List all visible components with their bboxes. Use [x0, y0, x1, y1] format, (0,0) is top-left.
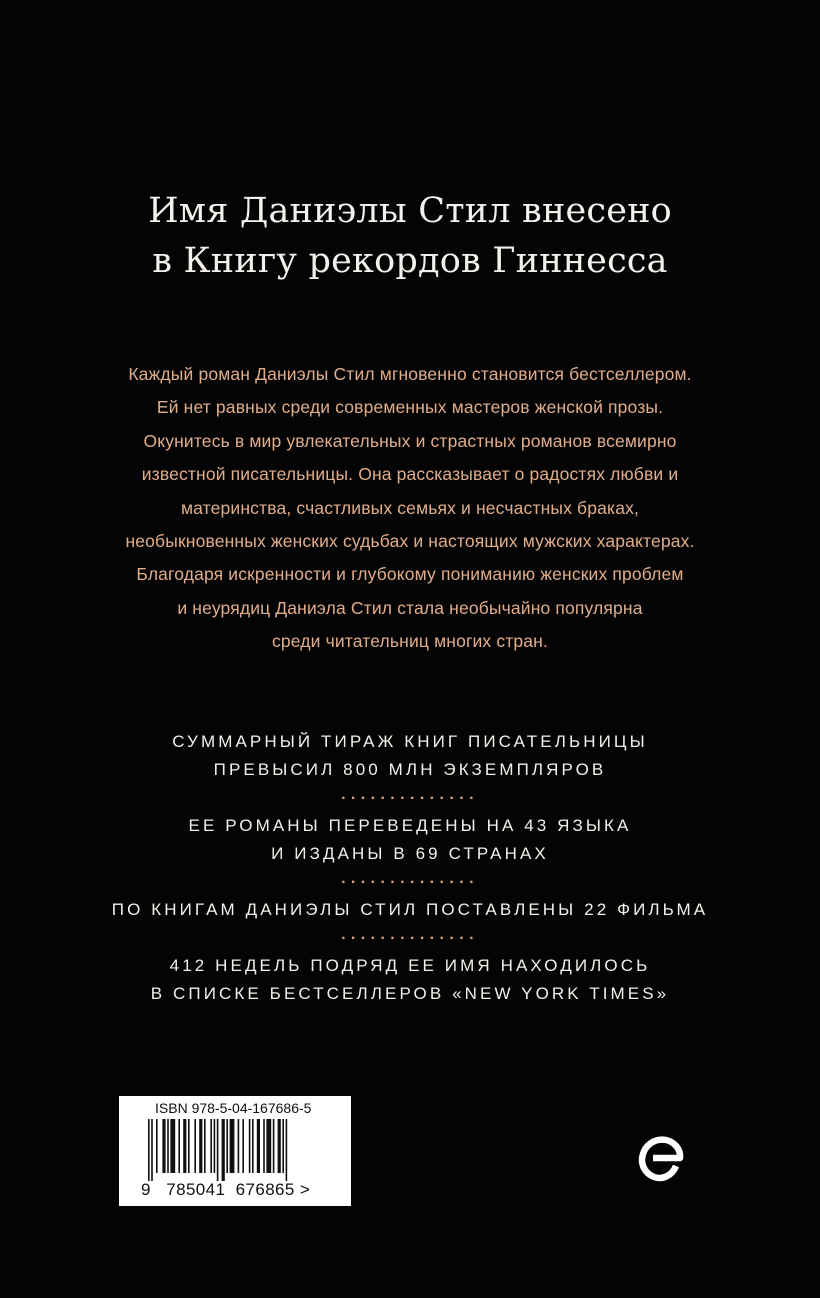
fact-line: ЕЕ РОМАНЫ ПЕРЕВЕДЕНЫ НА 43 ЯЗЫКА: [188, 816, 632, 835]
headline-line: в Книгу рекордов Гиннесса: [152, 241, 668, 281]
eksmo-logo-icon: [636, 1132, 686, 1184]
blurb-line: Каждый роман Даниэлы Стил мгновенно становится бестселлером.: [128, 364, 692, 384]
isbn-barcode: [119, 1096, 351, 1206]
barcode-bar: [204, 1119, 206, 1173]
fact-item: [0, 812, 820, 868]
barcode-bar: [263, 1119, 265, 1173]
fact-line: ПРЕВЫСИЛ 800 МЛН ЭКЗЕМПЛЯРОВ: [213, 760, 607, 779]
blurb-line: необыкновенных женских судьбах и настоящих мужских характерах.: [125, 531, 695, 552]
barcode-bar: [148, 1119, 150, 1181]
barcode-bar: [210, 1119, 212, 1173]
dotted-separator: ..............: [341, 926, 479, 943]
barcode-bar: [188, 1119, 190, 1173]
dotted-separator: ..............: [341, 786, 479, 803]
blurb-line: материнства, счастливых семьях и несчастных браках,: [181, 497, 639, 518]
barcode-bar: [273, 1119, 275, 1173]
ean-left-group: 785041: [166, 1180, 226, 1199]
barcode-bar: [282, 1119, 284, 1173]
barcode-bar: [151, 1119, 153, 1181]
isbn-number: ISBN 978-5-04-167686-5: [155, 1100, 312, 1116]
barcode-bar: [222, 1119, 225, 1181]
barcode-bar: [183, 1119, 186, 1173]
facts-list: [0, 728, 820, 1008]
barcode-bar: [214, 1119, 216, 1173]
barcode-bar: [238, 1119, 240, 1173]
barcode-bar: [226, 1119, 228, 1173]
fact-line: И ИЗДАНЫ В 69 СТРАНАХ: [271, 844, 549, 863]
ean-first-digit: 9: [141, 1180, 151, 1199]
fact-line: СУММАРНЫЙ ТИРАЖ КНИГ ПИСАТЕЛЬНИЦЫ: [172, 732, 648, 751]
barcode-bar: [252, 1119, 254, 1173]
blurb-line: среди читательниц многих стран.: [272, 631, 548, 652]
fact-line: 412 НЕДЕЛЬ ПОДРЯД ЕЕ ИМЯ НАХОДИЛОСЬ: [169, 956, 651, 975]
blurb-line: Окунитесь в мир увлекательных и страстных романов всемирно: [143, 430, 677, 451]
barcode-bar: [286, 1119, 288, 1181]
blurb-line: известной писательницы. Она рассказывает о радостях любви и: [141, 464, 679, 485]
fact-line: ПО КНИГАМ ДАНИЭЛЫ СТИЛ ПОСТАВЛЕНЫ 22 ФИЛЬМА: [111, 900, 709, 919]
barcode-bar: [242, 1119, 244, 1173]
barcode-bar: [178, 1119, 180, 1173]
blurb-line: Ей нет равных среди современных мастеров женской прозы.: [156, 397, 664, 418]
barcode-bar: [278, 1119, 281, 1173]
barcode-bar: [162, 1119, 165, 1173]
ean-right-group: 676865: [235, 1180, 295, 1199]
blurb-line: и неурядиц Даниэла Стил стала необычайно популярна: [177, 597, 643, 618]
barcode-bar: [230, 1119, 235, 1173]
fact-item: [0, 728, 820, 784]
barcode-bar: [217, 1119, 219, 1181]
barcode-bar: [199, 1119, 202, 1173]
barcode-bar: [194, 1119, 196, 1173]
barcode-bar: [249, 1119, 251, 1173]
barcode-bar: [257, 1119, 260, 1173]
fact-item: [0, 896, 820, 924]
headline: [0, 186, 820, 286]
barcode-bar: [167, 1119, 169, 1173]
ean-digits: [141, 1180, 351, 1200]
ean-marker: >: [299, 1180, 311, 1199]
barcode-bars: [148, 1119, 338, 1181]
blurb-line: Благодаря искренности и глубокому пониманию женских проблем: [136, 564, 684, 585]
headline-line: Имя Даниэлы Стил внесено: [148, 191, 672, 231]
barcode-bar: [156, 1119, 158, 1173]
fact-line: В СПИСКЕ БЕСТСЕЛЛЕРОВ «NEW YORK TIMES»: [150, 984, 670, 1003]
dotted-separator: ..............: [341, 870, 479, 887]
barcode-bar: [170, 1119, 175, 1173]
fact-item: [0, 952, 820, 1008]
blurb: [0, 358, 820, 659]
barcode-bar: [266, 1119, 271, 1173]
